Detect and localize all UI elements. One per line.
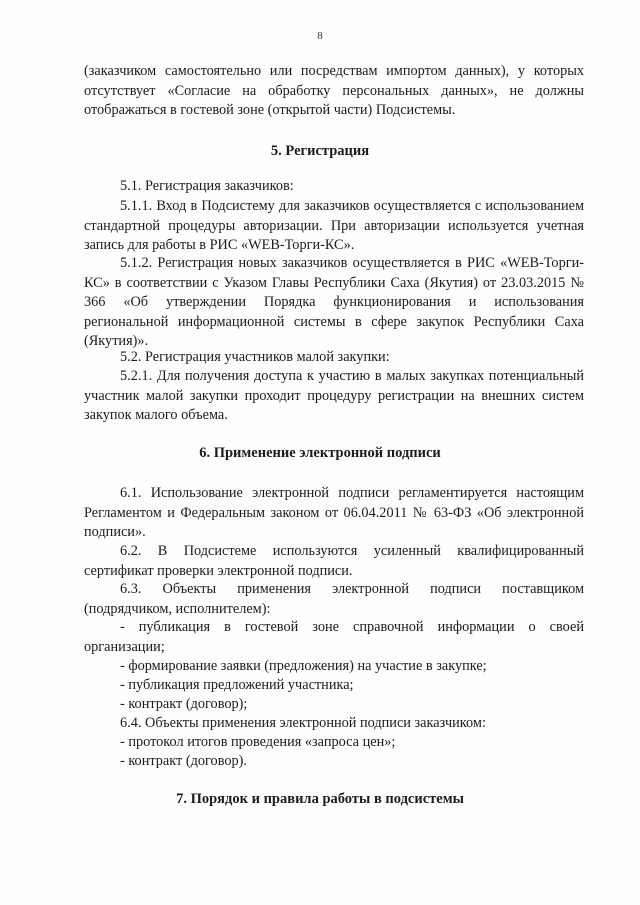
list-item-6-4-1: - протокол итогов проведения «запроса цен»; (120, 734, 396, 750)
paragraph-5-2-1: 5.2.1. Для получения доступа к участию в малых закупках потенциальный участник малой закупки проходит процедуру регистрации на внешних систем закупок малого объема. (84, 368, 584, 423)
list-item-6-3-3: - публикация предложений участника; (120, 677, 354, 693)
list-item-6-3-2: - формирование заявки (предложения) на участие в закупке; (120, 658, 487, 674)
list-item-6-3-4: - контракт (договор); (120, 696, 248, 712)
paragraph-5-2: 5.2. Регистрация участников малой закупки: (120, 349, 390, 365)
paragraph-6-3: 6.3. Объекты применения электронной подписи поставщиком (подрядчиком, исполнителем): (84, 581, 584, 617)
paragraph-6-2: 6.2. В Подсистеме используются усиленный квалифицированный сертификат проверки электронной подписи. (84, 543, 584, 579)
page-number: 8 (317, 30, 323, 42)
paragraph-5-1: 5.1. Регистрация заказчиков: (120, 178, 294, 194)
section-7-title: 7. Порядок и правила работы в подсистемы (176, 791, 464, 807)
paragraph-5-1-2: 5.1.2. Регистрация новых заказчиков осуществляется в РИС «WEB-Торги-КС» в соответствии с Указом Главы Республики Саха (Якутия) от 23.03.2015 № 366 «Об утверждении Порядка функционирования и использования региональной информационной системы в сфере закупок Республики Саха (Якутия)». (84, 255, 584, 349)
intro-paragraph: (заказчиком самостоятельно или посредствам импортом данных), у которых отсутствует «Согласие на обработку персональных данных», не должны отображаться в гостевой зоне (открытой части) Подсистемы. (84, 63, 584, 118)
paragraph-6-1: 6.1. Использование электронной подписи регламентируется настоящим Регламентом и Федеральным законом от 06.04.2011 № 63-ФЗ «Об электронной подписи». (84, 485, 584, 540)
list-item-6-4-2: - контракт (договор). (120, 753, 247, 769)
section-6-title: 6. Применение электронной подписи (199, 445, 441, 461)
list-item-6-3-1: - публикация в гостевой зоне справочной информации о своей организации; (84, 619, 584, 655)
paragraph-5-1-1: 5.1.1. Вход в Подсистему для заказчиков осуществляется с использованием стандартной процедуры авторизации. При авторизации используется учетная запись для работы в РИС «WEB-Торги-КС». (84, 198, 584, 253)
paragraph-6-4: 6.4. Объекты применения электронной подписи заказчиком: (120, 715, 486, 731)
section-5-title: 5. Регистрация (270, 143, 370, 159)
